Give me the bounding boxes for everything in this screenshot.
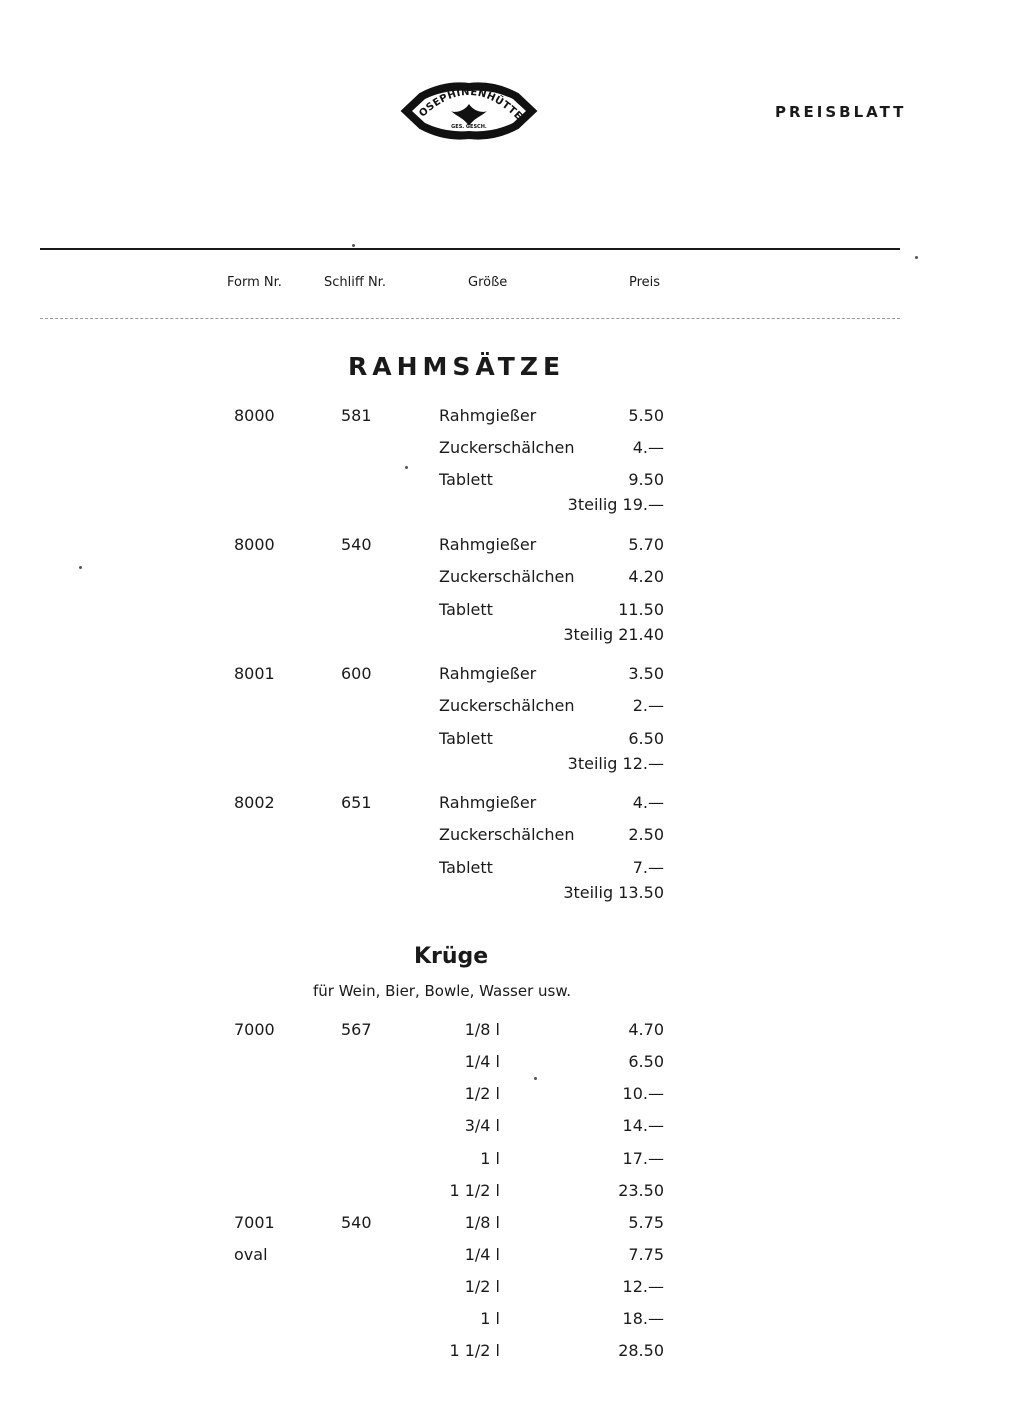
item-price: 3.50 — [628, 664, 664, 683]
column-header-size: Größe — [468, 275, 508, 290]
item-name: Zuckerschälchen — [439, 438, 575, 457]
item-price: 6.50 — [628, 1052, 664, 1071]
size-value: 1/8 l — [464, 1020, 500, 1039]
set-total: 3teilig 21.40 — [563, 625, 664, 644]
item-price: 18.— — [622, 1309, 664, 1328]
item-price: 4.— — [632, 793, 664, 812]
josephinenhuette-logo — [398, 78, 540, 148]
column-header-form: Form Nr. — [227, 275, 282, 290]
item-price: 7.— — [632, 858, 664, 877]
form-number: 8002 — [234, 793, 275, 812]
item-name: Tablett — [439, 858, 493, 877]
section-title-kruege: Krüge — [414, 944, 489, 969]
form-number: 8000 — [234, 406, 275, 425]
size-value: 1 l — [480, 1309, 500, 1328]
schliff-number: 581 — [341, 406, 372, 425]
form-number: 8001 — [234, 664, 275, 683]
item-price: 4.70 — [628, 1020, 664, 1039]
item-price: 10.— — [622, 1084, 664, 1103]
section-subtitle-kruege: für Wein, Bier, Bowle, Wasser usw. — [313, 982, 572, 1000]
item-name: Tablett — [439, 729, 493, 748]
item-price: 2.— — [632, 696, 664, 715]
size-value: 1 1/2 l — [449, 1181, 500, 1200]
scan-speck — [534, 1077, 537, 1080]
size-value: 1/4 l — [464, 1052, 500, 1071]
size-value: 1/8 l — [464, 1213, 500, 1232]
logo-subtext: GES. GESCH. — [451, 124, 487, 130]
size-value: 1 l — [480, 1149, 500, 1168]
scan-speck — [915, 256, 918, 259]
schliff-number: 567 — [341, 1020, 372, 1039]
item-name: Zuckerschälchen — [439, 567, 575, 586]
size-value: 3/4 l — [464, 1116, 500, 1135]
item-price: 12.— — [622, 1277, 664, 1296]
item-price: 4.— — [632, 438, 664, 457]
document-label: PREISBLATT — [775, 103, 907, 121]
item-name: Rahmgießer — [439, 664, 537, 683]
schliff-number: 540 — [341, 535, 372, 554]
item-price: 5.75 — [628, 1213, 664, 1232]
item-name: Zuckerschälchen — [439, 696, 575, 715]
shape-note: oval — [234, 1245, 268, 1264]
item-price: 5.70 — [628, 535, 664, 554]
item-price: 11.50 — [618, 600, 664, 619]
size-value: 1 1/2 l — [449, 1341, 500, 1360]
item-price: 9.50 — [628, 470, 664, 489]
item-price: 5.50 — [628, 406, 664, 425]
column-header-price: Preis — [629, 275, 661, 290]
logo-wordmark: OSEPHINENHÜTTE — [417, 86, 525, 123]
form-number: 8000 — [234, 535, 275, 554]
schliff-number: 600 — [341, 664, 372, 683]
scan-speck — [352, 244, 355, 247]
item-name: Rahmgießer — [439, 535, 537, 554]
column-header-rule — [40, 318, 900, 319]
item-price: 6.50 — [628, 729, 664, 748]
item-price: 7.75 — [628, 1245, 664, 1264]
item-price: 23.50 — [618, 1181, 664, 1200]
section-title-rahmsaetze: RAHMSÄTZE — [348, 352, 566, 381]
item-name: Rahmgießer — [439, 793, 537, 812]
item-price: 14.— — [622, 1116, 664, 1135]
set-total: 3teilig 13.50 — [563, 883, 664, 902]
size-value: 1/2 l — [464, 1277, 500, 1296]
item-price: 17.— — [622, 1149, 664, 1168]
size-value: 1/4 l — [464, 1245, 500, 1264]
set-total: 3teilig 19.— — [567, 495, 664, 514]
schliff-number: 540 — [341, 1213, 372, 1232]
form-number: 7001 — [234, 1213, 275, 1232]
form-number: 7000 — [234, 1020, 275, 1039]
item-price: 4.20 — [628, 567, 664, 586]
item-name: Zuckerschälchen — [439, 825, 575, 844]
item-name: Tablett — [439, 600, 493, 619]
item-price: 2.50 — [628, 825, 664, 844]
set-total: 3teilig 12.— — [567, 754, 664, 773]
schliff-number: 651 — [341, 793, 372, 812]
scan-speck — [79, 566, 82, 569]
item-name: Rahmgießer — [439, 406, 537, 425]
scan-speck — [405, 466, 408, 469]
item-name: Tablett — [439, 470, 493, 489]
column-header-schliff: Schliff Nr. — [324, 275, 386, 290]
header-rule — [40, 248, 900, 250]
item-price: 28.50 — [618, 1341, 664, 1360]
size-value: 1/2 l — [464, 1084, 500, 1103]
